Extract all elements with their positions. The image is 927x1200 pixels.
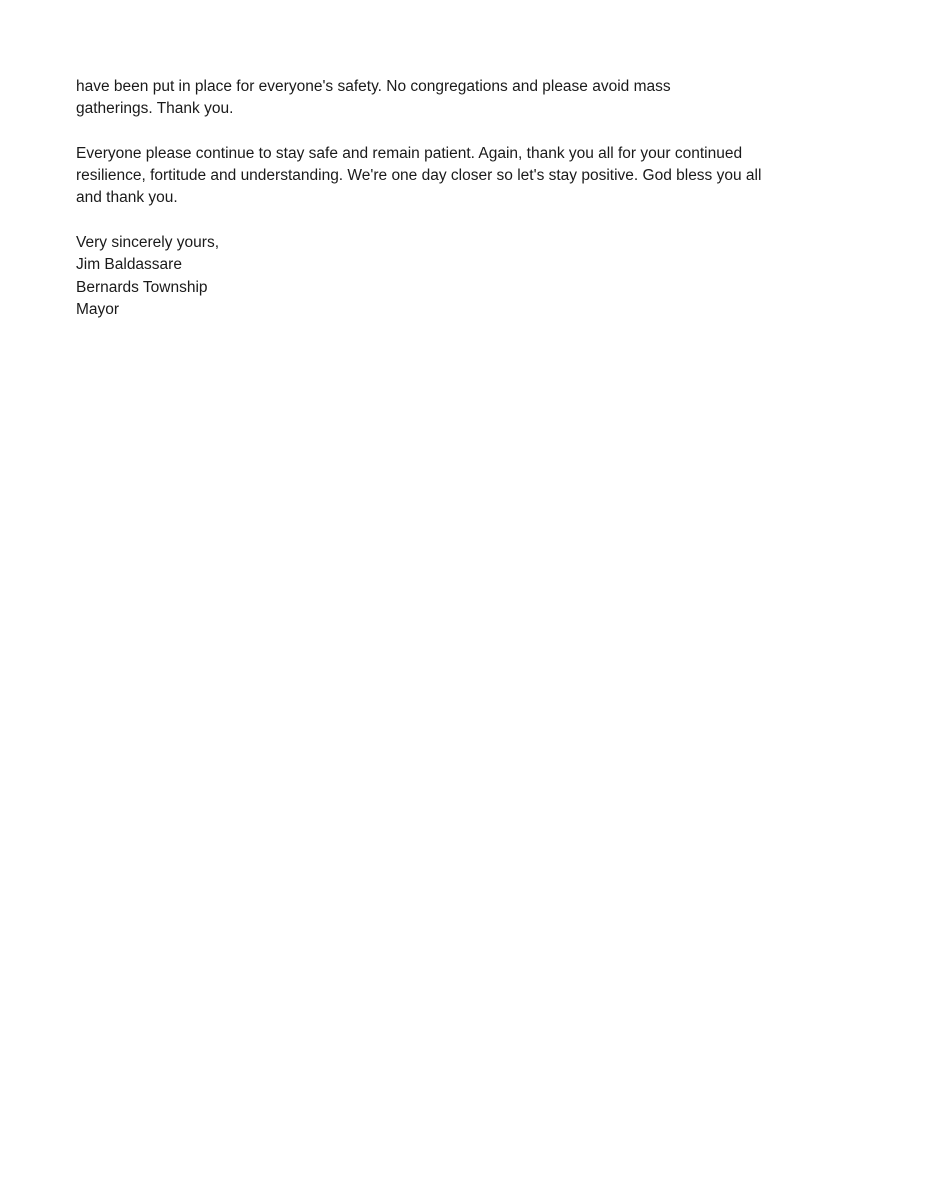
signer-title: Mayor [76,300,120,318]
paragraph-line: and thank you. [76,189,178,207]
paragraph-line: resilience, fortitude and understanding. We're one day closer so let's stay positive. God bless you all [76,167,762,185]
signer-organization: Bernards Township [76,278,208,296]
signature-block [76,232,866,321]
closing-salutation: Very sincerely yours, [76,234,219,252]
paragraph-safety-measures [76,76,866,121]
signer-name: Jim Baldassare [76,256,182,274]
letter-body [76,76,866,321]
paragraph-stay-safe [76,143,866,210]
paragraph-line: Everyone please continue to stay safe and remain patient. Again, thank you all for your continued [76,144,743,162]
paragraph-line: have been put in place for everyone's safety. No congregations and please avoid mass [76,78,671,95]
paragraph-line: gatherings. Thank you. [76,100,234,118]
